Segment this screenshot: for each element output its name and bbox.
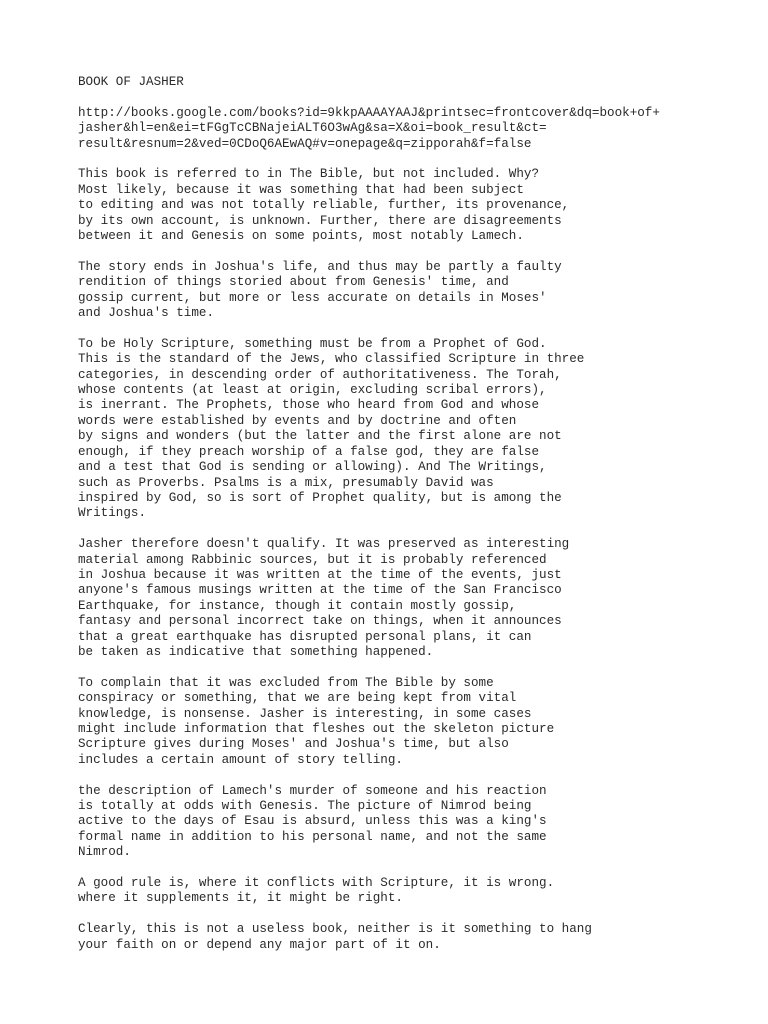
paragraph-intro: This book is referred to in The Bible, but not included. Why? Most likely, because it was something that had been subject to editing and was not totally reliable, further, its provenance, by its own account, is unknown. Further, there are disagreements between it and Genesis on some points, most notably Lamech. — [78, 167, 570, 244]
paragraph-conclusion: Clearly, this is not a useless book, neither is it something to hang your faith on or depend any major part of it on. — [78, 922, 592, 952]
paragraph-complaint: To complain that it was excluded from The Bible by some conspiracy or something, that we are being kept from vital knowledge, is nonsense. Jasher is interesting, in some cases might include information that fleshes out the skeleton picture Scripture gives during Moses' and Joshua's time, but also includes a certain amount of story telling. — [78, 675, 555, 767]
paragraph-jasher-qualify: Jasher therefore doesn't qualify. It was preserved as interesting material among Rabbinic sources, but it is probably referenced in Joshua because it was written at the time of the events, just anyone's famous musings written at the time of the San Francisco Earthquake, for instance, though it contain mostly gossip, fantasy and personal incorrect take on things, when it announces that a great earthquake has disrupted personal plans, it can be taken as indicative that something happened. — [78, 537, 570, 659]
document-title: BOOK OF JASHER — [78, 75, 184, 89]
paragraph-good-rule: A good rule is, where it conflicts with Scripture, it is wrong. where it supplements it, it might be right. — [78, 876, 555, 906]
document-page — [78, 75, 758, 968]
paragraph-story-end: The story ends in Joshua's life, and thus may be partly a faulty rendition of things storied about from Genesis' time, and gossip current, but more or less accurate on details in Moses' and Joshua's time. — [78, 259, 562, 321]
paragraph-holy-scripture: To be Holy Scripture, something must be from a Prophet of God. This is the standard of the Jews, who classified Scripture in three categories, in descending order of authoritativeness. The Torah, whose contents (at least at origin, excluding scribal errors), is inerrant. The Prophets, those who heard from God and whose words were established by events and by doctrine and often by signs and wonders (but the latter and the first alone are not enough, if they preach worship of a false god, they are false and a test that God is sending or allowing). And The Writings, such as Proverbs. Psalms is a mix, presumably David was inspired by God, so is sort of Prophet quality, but is among the Writings. — [78, 336, 585, 521]
source-url: http://books.google.com/books?id=9kkpAAAAYAAJ&printsec=frontcover&dq=book+of+ jasher&hl=en&ei=tFGgTcCBNajeiALT6O3wAg&sa=X&oi=book_result&ct= result&resnum=2&ved=0CDoQ6AEwAQ#v=onepage&q=zipporah&f=false — [78, 105, 660, 151]
paragraph-lamech: the description of Lamech's murder of someone and his reaction is totally at odds with Genesis. The picture of Nimrod being active to the days of Esau is absurd, unless this was a king's formal name in addition to his personal name, and not the same Nimrod. — [78, 783, 547, 860]
